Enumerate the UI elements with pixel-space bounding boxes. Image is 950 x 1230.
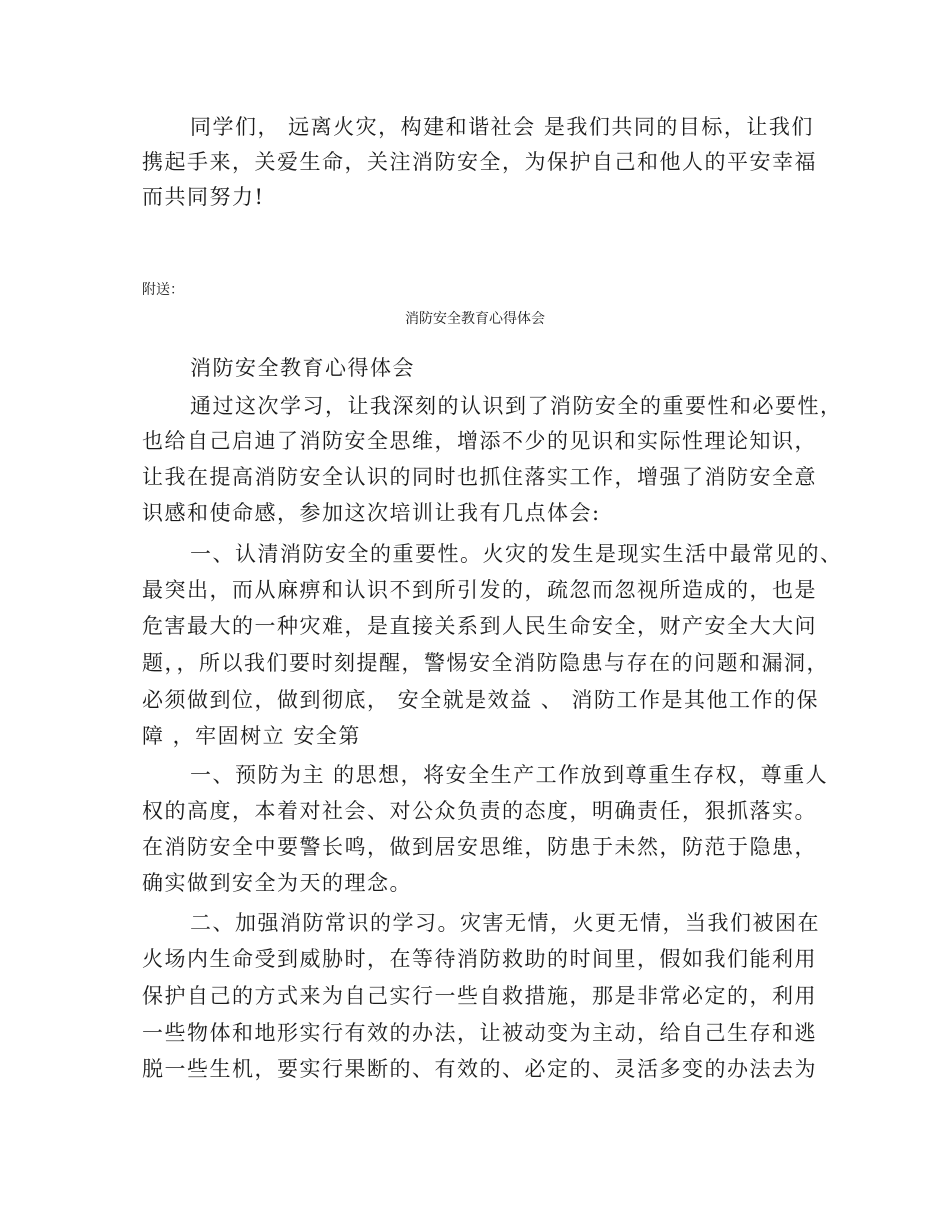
- essay-line: 火场内生命受到威胁时，在等待消防救助的时间里，假如我们能利用: [142, 947, 817, 971]
- closing-line-3: 而共同努力!: [142, 185, 265, 209]
- closing-line-1: 同学们， 远离火灾，构建和谐社会 是我们共同的目标，让我们: [190, 115, 814, 139]
- essay-line: 让我在提高消防安全认识的同时也抓住落实工作，增强了消防安全意: [142, 465, 817, 489]
- essay-line: 最突出，而从麻痹和认识不到所引发的，疏忽而忽视所造成的，也是: [142, 578, 817, 602]
- essay-line: 一、认清消防安全的重要性。火灾的发生是现实生活中最常见的、: [190, 542, 843, 566]
- essay-line: 一些物体和地形实行有效的办法，让被动变为主动，给自己生存和逃: [142, 1021, 817, 1045]
- essay-line: 保护自己的方式来为自己实行一些自救措施，那是非常必定的，利用: [142, 984, 817, 1008]
- essay-heading: 消防安全教育心得体会: [190, 356, 415, 380]
- essay-line: 识感和使命感，参加这次培训让我有几点体会:: [142, 501, 601, 525]
- essay-line: 二、加强消防常识的学习。灾害无情，火更无情，当我们被困在: [190, 911, 820, 935]
- essay-line: 脱一些生机，要实行果断的、有效的、必定的、灵活多变的办法去为: [142, 1057, 817, 1081]
- essay-line: 必须做到位，做到彻底， 安全就是效益 、 消防工作是其他工作的保: [142, 688, 820, 712]
- essay-line: 在消防安全中要警长鸣，做到居安思维，防患于未然，防范于隐患，: [142, 835, 817, 859]
- essay-line: 题，，所以我们要时刻提醒，警惕安全消防隐患与存在的问题和漏洞，: [142, 651, 829, 675]
- essay-line: 确实做到安全为天的理念。: [142, 871, 412, 895]
- essay-line: 权的高度，本着对社会、对公众负责的态度，明确责任，狠抓落实。: [142, 799, 817, 823]
- closing-line-2: 携起手来，关爱生命，关注消防安全，为保护自己和他人的平安幸福: [142, 150, 817, 174]
- essay-line: 也给自己启迪了消防安全思维，增添不少的见识和实际性理论知识，: [142, 429, 817, 453]
- appendix-label: 附送：: [142, 282, 184, 298]
- appendix-title: 消防安全教育心得体会: [405, 311, 545, 327]
- essay-line: 危害最大的一种灾难，是直接关系到人民生命安全，财产安全大大问: [142, 614, 817, 638]
- essay-line: 通过这次学习，让我深刻的认识到了消防安全的重要性和必要性，: [190, 394, 843, 418]
- essay-line: 障 ，牢固树立 安全第: [142, 724, 361, 748]
- essay-line: 一、预防为主 的思想，将安全生产工作放到尊重生存权，尊重人: [190, 763, 829, 787]
